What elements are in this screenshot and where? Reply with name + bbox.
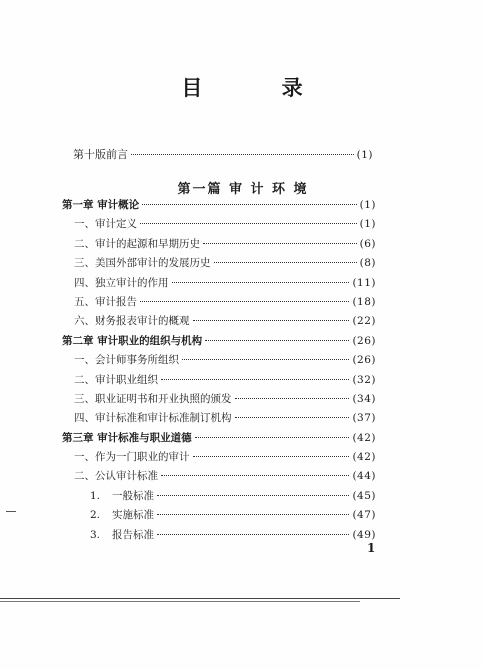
toc-chapter[interactable]	[62, 333, 376, 352]
toc-entry-label: 四、独立审计的作用	[74, 276, 169, 289]
dot-leader	[161, 475, 349, 476]
toc-entry-page: (26)	[352, 354, 376, 367]
toc-section[interactable]	[62, 275, 376, 294]
toc-section[interactable]	[62, 216, 376, 235]
toc-section[interactable]	[62, 313, 376, 332]
toc-entry-label: 四、审计标准和审计标准制订机构	[74, 412, 232, 425]
toc-entry-label: 一、会计师事务所组织	[74, 354, 179, 367]
dot-leader	[161, 379, 349, 380]
toc-entry-page: (45)	[352, 489, 376, 502]
dot-leader	[140, 223, 357, 224]
dot-leader	[131, 154, 354, 155]
dot-leader	[157, 514, 349, 515]
toc-entry-label: 第二章 审计职业的组织与机构	[62, 334, 203, 347]
scan-mark	[6, 511, 16, 512]
toc-entry-page: (26)	[352, 334, 376, 347]
toc-entry-label: 五、审计报告	[74, 295, 137, 308]
toc-chapter[interactable]	[62, 430, 376, 449]
dot-leader	[157, 534, 349, 535]
toc-entry-page: (42)	[352, 431, 376, 444]
toc-subsection[interactable]	[62, 507, 376, 526]
dot-leader	[235, 398, 350, 399]
toc-entry-page: (32)	[352, 373, 376, 386]
dot-leader	[182, 359, 349, 360]
dot-leader	[172, 282, 350, 283]
dot-leader	[235, 417, 350, 418]
dot-leader	[205, 340, 349, 341]
toc-entry-label: 一、审计定义	[74, 218, 137, 231]
toc-entry-label: 一、作为一门职业的审计	[74, 451, 190, 464]
dot-leader	[140, 301, 349, 302]
toc-entry-page: (1)	[356, 149, 373, 161]
toc-entry-label: 第三章 审计标准与职业道德	[62, 431, 192, 444]
bottom-rule-secondary	[0, 601, 360, 602]
toc-section[interactable]	[62, 468, 376, 487]
table-of-contents	[62, 197, 376, 546]
toc-entry-page: (18)	[352, 295, 376, 308]
toc-entry-page: (37)	[352, 412, 376, 425]
bottom-rule	[0, 598, 400, 599]
toc-section[interactable]	[62, 352, 376, 371]
toc-entry-label: 六、财务报表审计的概观	[74, 315, 190, 328]
toc-entry-page: (22)	[352, 315, 376, 328]
toc-entry-number: 1.	[90, 489, 101, 502]
toc-section[interactable]	[62, 255, 376, 274]
page-number: 1	[367, 541, 376, 555]
toc-entry-page: (42)	[352, 451, 376, 464]
toc-entry-label: 一般标准	[112, 489, 154, 502]
part-heading: 第一篇 审 计 环 境	[177, 182, 309, 197]
toc-subsection[interactable]	[62, 527, 376, 546]
dot-leader	[142, 204, 356, 205]
toc-entry-label: 二、审计职业组织	[74, 373, 158, 386]
toc-entry-label: 二、审计的起源和早期历史	[74, 237, 200, 250]
toc-entry-page: (1)	[359, 199, 376, 211]
toc-entry-page: (6)	[359, 237, 376, 250]
toc-section[interactable]	[62, 236, 376, 255]
toc-entry-page: (8)	[359, 257, 376, 270]
dot-leader	[193, 320, 350, 321]
toc-entry-page: (34)	[352, 392, 376, 405]
toc-entry-label: 三、职业证明书和开业执照的颁发	[74, 392, 232, 405]
toc-entry-page: (1)	[359, 218, 376, 231]
toc-entry-label: 报告标准	[112, 528, 154, 541]
dot-leader	[214, 262, 357, 263]
toc-section[interactable]	[62, 410, 376, 429]
toc-entry-label: 二、公认审计标准	[74, 470, 158, 483]
toc-entry-label: 第一章 审计概论	[62, 199, 140, 211]
toc-section[interactable]	[62, 449, 376, 468]
toc-section[interactable]	[62, 391, 376, 410]
toc-entry-preface[interactable]	[73, 146, 373, 162]
toc-entry-number: 2.	[90, 509, 101, 522]
toc-entry-label: 实施标准	[112, 509, 154, 522]
toc-entry-page: (49)	[352, 528, 376, 541]
dot-leader	[203, 243, 357, 244]
toc-entry-page: (44)	[352, 470, 376, 483]
toc-entry-label: 第十版前言	[73, 148, 128, 161]
page-title: 目 录	[181, 76, 339, 100]
toc-section[interactable]	[62, 372, 376, 391]
toc-subsection[interactable]	[62, 488, 376, 507]
dot-leader	[193, 456, 350, 457]
toc-entry-page: (47)	[352, 509, 376, 522]
dot-leader	[157, 495, 349, 496]
dot-leader	[195, 437, 350, 438]
toc-entry-number: 3.	[90, 528, 101, 541]
toc-section[interactable]	[62, 294, 376, 313]
toc-entry-page: (11)	[352, 276, 376, 289]
toc-entry-label: 三、美国外部审计的发展历史	[74, 257, 211, 270]
toc-chapter[interactable]	[62, 197, 376, 216]
